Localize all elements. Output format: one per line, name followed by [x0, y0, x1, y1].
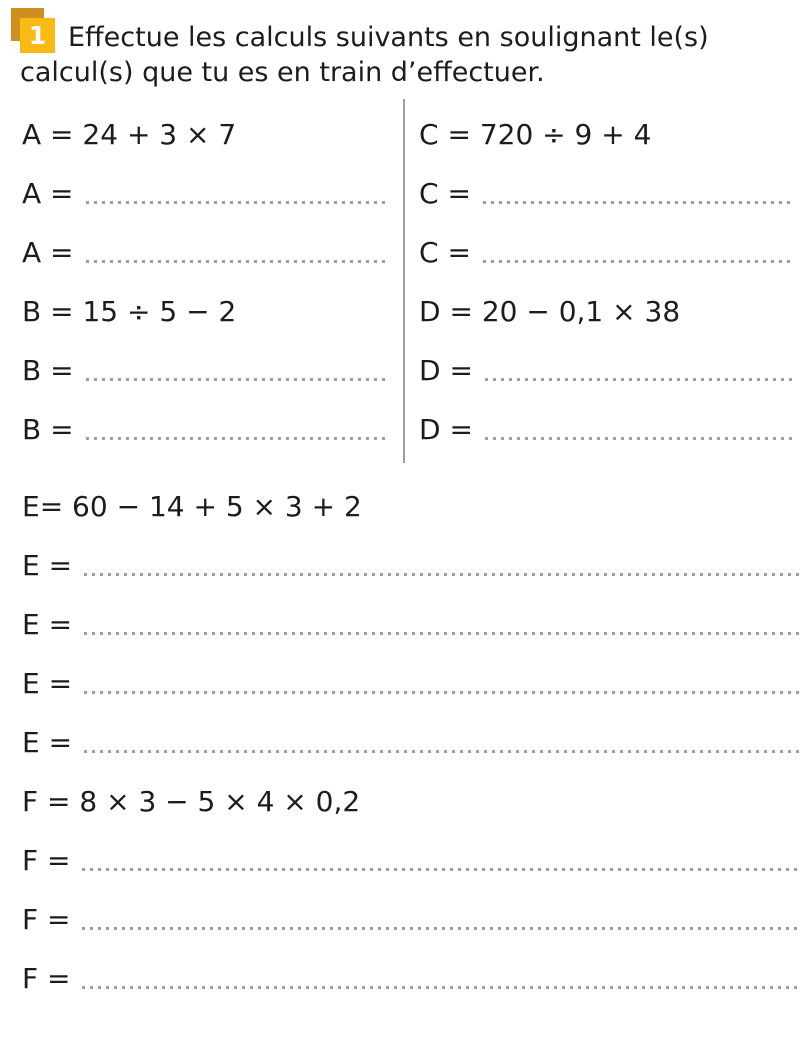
- answer-row-c-1: [419, 164, 793, 223]
- answer-row-d-1: [419, 341, 793, 400]
- answer-row-a-1: [22, 164, 389, 223]
- two-column-section: [0, 99, 803, 463]
- formula-row-e: [22, 477, 799, 536]
- full-width-section: [0, 477, 803, 1008]
- answer-dotted-line[interactable]: [485, 378, 793, 381]
- formula-text: D = 20 − 0,1 × 38: [419, 295, 681, 328]
- answer-dotted-line[interactable]: [84, 632, 799, 635]
- answer-label: B =: [22, 413, 74, 446]
- formula-row-c: [419, 105, 793, 164]
- answer-row-e-4: [22, 713, 799, 772]
- answer-dotted-line[interactable]: [86, 378, 389, 381]
- answer-label: C =: [419, 177, 471, 210]
- exercise-instructions: Effectue les calculs suivants en soulignant le(s) calcul(s) que tu es en train d’effectuer.: [20, 22, 709, 88]
- answer-dotted-line[interactable]: [86, 437, 389, 440]
- exercise-header: [0, 0, 803, 90]
- answer-label: E =: [22, 726, 73, 759]
- answer-row-c-2: [419, 223, 793, 282]
- answer-row-b-1: [22, 341, 389, 400]
- answer-row-d-2: [419, 400, 793, 459]
- answer-label: B =: [22, 354, 74, 387]
- answer-row-f-3: [22, 949, 799, 1008]
- answer-row-e-2: [22, 595, 799, 654]
- formula-text: C = 720 ÷ 9 + 4: [419, 118, 652, 151]
- answer-label: E =: [22, 608, 73, 641]
- badge-front-square: [20, 18, 55, 53]
- answer-dotted-line[interactable]: [86, 201, 389, 204]
- answer-label: F =: [22, 903, 71, 936]
- answer-dotted-line[interactable]: [82, 927, 799, 930]
- column-left: [0, 99, 403, 463]
- answer-row-b-2: [22, 400, 389, 459]
- formula-text: F = 8 × 3 − 5 × 4 × 0,2: [22, 785, 361, 818]
- exercise-number-badge: [20, 18, 55, 53]
- answer-dotted-line[interactable]: [84, 750, 799, 753]
- answer-row-e-3: [22, 654, 799, 713]
- answer-dotted-line[interactable]: [84, 691, 799, 694]
- answer-label: C =: [419, 236, 471, 269]
- formula-text: A = 24 + 3 × 7: [22, 118, 237, 151]
- answer-row-f-2: [22, 890, 799, 949]
- exercise-number: 1: [28, 21, 47, 50]
- answer-dotted-line[interactable]: [485, 437, 793, 440]
- answer-dotted-line[interactable]: [483, 201, 793, 204]
- formula-row-b: [22, 282, 389, 341]
- answer-dotted-line[interactable]: [86, 260, 389, 263]
- answer-dotted-line[interactable]: [84, 573, 799, 576]
- column-right: [403, 99, 803, 463]
- formula-row-a: [22, 105, 389, 164]
- answer-dotted-line[interactable]: [82, 868, 799, 871]
- answer-label: A =: [22, 177, 74, 210]
- formula-row-d: [419, 282, 793, 341]
- answer-label: F =: [22, 962, 71, 995]
- answer-label: E =: [22, 667, 73, 700]
- formula-row-f: [22, 772, 799, 831]
- answer-label: F =: [22, 844, 71, 877]
- answer-row-f-1: [22, 831, 799, 890]
- answer-row-e-1: [22, 536, 799, 595]
- answer-label: D =: [419, 413, 473, 446]
- answer-label: E =: [22, 549, 73, 582]
- answer-label: A =: [22, 236, 74, 269]
- answer-label: D =: [419, 354, 473, 387]
- formula-text: B = 15 ÷ 5 − 2: [22, 295, 237, 328]
- answer-dotted-line[interactable]: [82, 986, 799, 989]
- answer-dotted-line[interactable]: [483, 260, 793, 263]
- formula-text: E= 60 − 14 + 5 × 3 + 2: [22, 490, 362, 523]
- answer-row-a-2: [22, 223, 389, 282]
